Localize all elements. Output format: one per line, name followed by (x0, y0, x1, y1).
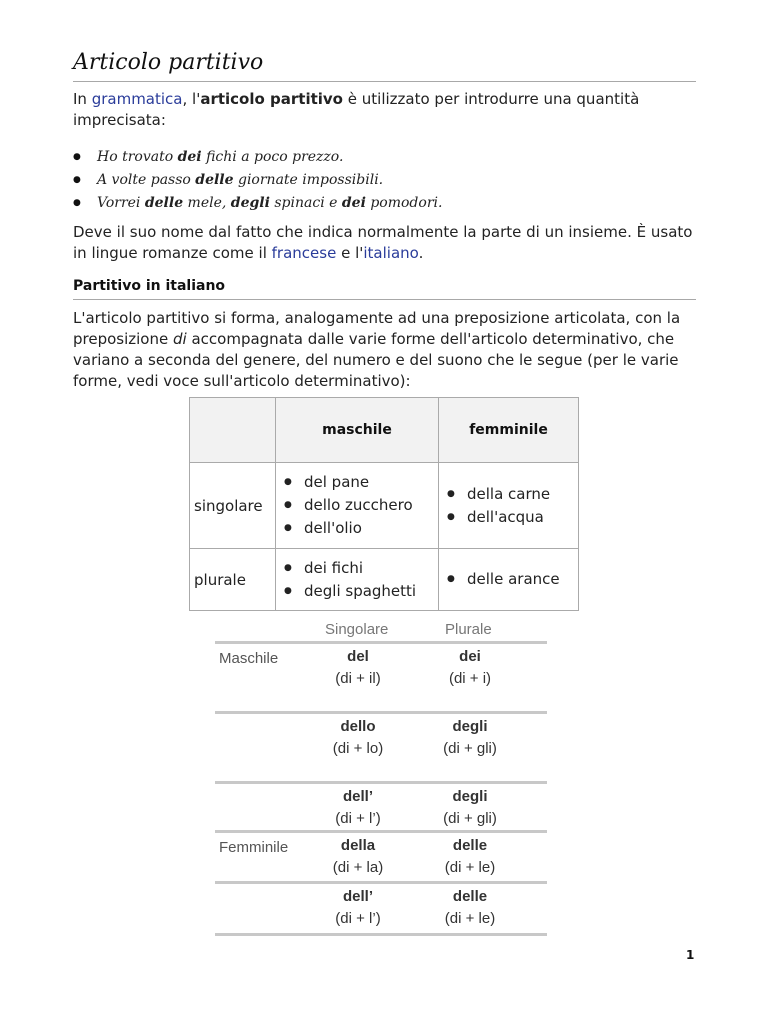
intro-text-1: In (73, 90, 92, 108)
table-row (190, 549, 579, 611)
table-cell: ● delle arance (439, 549, 579, 611)
intro-bold-term: articolo partitivo (200, 90, 343, 108)
example-item: ● A volte passo delle giornate impossibili. (73, 169, 693, 192)
example-item: ● Ho trovato dei fichi a poco prezzo. (73, 146, 693, 169)
table-cell: ● della carne ● dell'acqua (439, 463, 579, 549)
table-header-row (190, 398, 579, 463)
section-heading: Partitivo in italiano (73, 278, 226, 294)
intro-paragraph (73, 89, 693, 131)
table-rule (215, 933, 547, 936)
examples-list (73, 146, 693, 215)
column-header-femminile: femminile (439, 398, 579, 463)
articulated-preposition-table (215, 615, 547, 937)
table-corner-cell (190, 398, 276, 463)
column-header-plurale: Plurale (445, 621, 492, 638)
row-label-femminile: Femminile (219, 839, 289, 856)
table-rule (215, 711, 547, 714)
table-cell: delle (di + le) (444, 837, 496, 876)
page-title: Articolo partitivo (73, 50, 264, 75)
section-divider (73, 299, 696, 300)
table-cell: degli (di + gli) (443, 718, 497, 757)
row-label-maschile: Maschile (219, 650, 279, 667)
table-cell: ● dei fichi ● degli spaghetti (276, 549, 439, 611)
table-rule (215, 881, 547, 884)
partitive-forms-table (189, 397, 579, 611)
link-grammatica[interactable]: grammatica (91, 90, 183, 108)
table-cell: dello (di + lo) (332, 718, 384, 757)
link-francese[interactable]: francese (271, 244, 337, 262)
row-header-singolare: singolare (190, 463, 276, 549)
table-row (190, 463, 579, 549)
definition-paragraph: Deve il suo nome dal fatto che indica normalmente la parte di un insieme. È usato in lingue romanze come il francese e l'italiano. (73, 223, 693, 262)
link-italiano[interactable]: italiano (363, 244, 419, 262)
table-cell: dell’ (di + l’) (335, 888, 381, 927)
table-cell: dell’ (di + l’) (335, 788, 381, 827)
table-cell: ● del pane ● dello zucchero ● dell'olio (276, 463, 439, 549)
table-rule (215, 641, 547, 644)
table-cell: della (di + la) (332, 837, 384, 876)
table-cell: dei (di + i) (448, 648, 492, 687)
column-header-singolare: Singolare (325, 621, 389, 638)
table-cell: del (di + il) (335, 648, 381, 687)
intro-text-2: , l' (182, 90, 201, 108)
table-cell: degli (di + gli) (443, 788, 497, 827)
preposition-di: di (173, 330, 187, 348)
formation-paragraph: L'articolo partitivo si forma, analogamente ad una preposizione articolata, con la preposizione di accompagnata dalle varie forme dell'articolo determinativo, che variano a seconda del genere, del numero e del suono che le segue (per le varie forme, vedi voce sull'articolo determinativo): (73, 309, 681, 390)
title-divider (73, 81, 696, 82)
intro-text-3: è utilizzato per introdurre una quantità imprecisata: (73, 90, 640, 129)
table-rule (215, 830, 547, 833)
page-number: 1 (686, 948, 695, 962)
example-item: ● Vorrei delle mele, degli spinaci e dei pomodori. (73, 192, 693, 215)
row-header-plurale: plurale (190, 549, 276, 611)
column-header-maschile: maschile (276, 398, 439, 463)
table-cell: delle (di + le) (444, 888, 496, 927)
table-rule (215, 781, 547, 784)
